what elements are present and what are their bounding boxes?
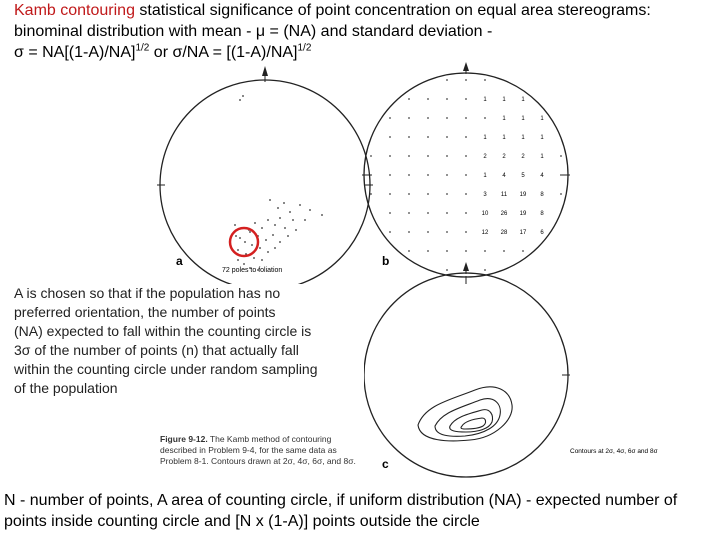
grid-count: 10	[481, 211, 489, 217]
grid-count: 5	[521, 173, 525, 179]
grid-count: 1	[521, 97, 525, 103]
grid-dot	[370, 193, 372, 195]
grid-dot	[427, 155, 429, 157]
grid-dot	[427, 174, 429, 176]
grid-count: 4	[502, 173, 506, 179]
grid-count: 2	[521, 154, 525, 160]
grid-dot	[408, 174, 410, 176]
grid-dot	[389, 155, 391, 157]
grid-dot	[465, 98, 467, 100]
grid-dot	[446, 155, 448, 157]
grid-dot	[408, 117, 410, 119]
grid-dot	[446, 193, 448, 195]
grid-count: 4	[540, 173, 544, 179]
grid-count: 1	[540, 154, 544, 160]
grid-dot	[484, 269, 486, 271]
grid-dot	[465, 79, 467, 81]
grid-dot	[370, 174, 372, 176]
grid-dot	[408, 98, 410, 100]
grid-dot	[465, 174, 467, 176]
grid-dot	[465, 193, 467, 195]
grid-dot	[389, 136, 391, 138]
grid-dot	[446, 231, 448, 233]
grid-dot	[389, 117, 391, 119]
grid-dot	[408, 155, 410, 157]
grid-dot	[446, 174, 448, 176]
pole-points	[229, 95, 323, 271]
sigma-symbol: σ	[14, 44, 24, 61]
grid-count: 11	[500, 192, 508, 198]
grid-dot	[427, 212, 429, 214]
grid-count: 8	[540, 211, 544, 217]
grid-dot	[427, 98, 429, 100]
grid-dot	[522, 250, 524, 252]
grid-dot	[484, 250, 486, 252]
grid-dot	[408, 136, 410, 138]
kamb-term: Kamb contouring	[14, 2, 135, 19]
contours-label: Contours at 2σ, 4σ, 6σ and 8σ	[570, 448, 658, 455]
grid-dot	[389, 174, 391, 176]
grid-dot	[446, 212, 448, 214]
stereonet-b	[362, 62, 570, 284]
grid-dot	[465, 250, 467, 252]
grid-count: 19	[519, 192, 527, 198]
label-b: b	[382, 254, 390, 268]
grid-dot	[465, 231, 467, 233]
grid-count: 8	[540, 192, 544, 198]
grid-count: 1	[521, 135, 525, 141]
slide-title: Kamb contouring statistical significance of point concentration on equal area stereograms: binominal distribution with mean - μ = (NA) and standard deviation - $\sigma = NA[(1-A)/NA]^{1/2}$ or $\sigma/NA = [(1-A)/NA]^{1/2}$	[14, 2, 651, 61]
grid-count: 2	[502, 154, 506, 160]
grid-dot	[560, 193, 562, 195]
grid-dot	[446, 269, 448, 271]
grid-count: 3	[483, 192, 487, 198]
grid-count: 1	[502, 97, 506, 103]
grid-dot	[465, 117, 467, 119]
grid-dot	[389, 193, 391, 195]
grid-dot	[408, 231, 410, 233]
grid-dot	[446, 79, 448, 81]
grid-count: 12	[481, 230, 489, 236]
grid-dot	[427, 136, 429, 138]
kamb-explanation: A is chosen so that if the population has no preferred orientation, the number of points (NA) expected to fall within the counting circle is 3σ of the number of points (n) that actually fall within the counting circle under random sampling of the population	[14, 284, 364, 398]
grid-dot	[427, 231, 429, 233]
grid-count: 1	[502, 135, 506, 141]
grid-count: 17	[519, 230, 527, 236]
grid-dot	[503, 250, 505, 252]
mu-symbol: μ	[255, 23, 266, 40]
grid-dot	[560, 174, 562, 176]
poles-label: 72 poles to foliation	[222, 267, 283, 274]
contour-2	[418, 387, 512, 441]
grid-dot	[446, 250, 448, 252]
grid-dot	[446, 136, 448, 138]
grid-count: 19	[519, 211, 527, 217]
grid-count: 1	[540, 116, 544, 122]
grid-count: 1	[502, 116, 506, 122]
grid-dot	[389, 231, 391, 233]
stereonet-a	[157, 66, 373, 296]
contour-4	[435, 399, 500, 437]
contour-8	[461, 418, 486, 429]
grid-dot	[427, 117, 429, 119]
grid-dot	[408, 212, 410, 214]
grid-dot	[446, 117, 448, 119]
grid-dot	[465, 155, 467, 157]
grid-dot	[465, 212, 467, 214]
grid-dot	[370, 155, 372, 157]
grid-count: 28	[500, 230, 508, 236]
grid-count: 1	[521, 116, 525, 122]
counting-circle-highlight	[230, 228, 258, 256]
grid-dot	[465, 136, 467, 138]
label-c: c	[382, 457, 389, 471]
grid-count: 26	[500, 211, 508, 217]
grid-dot	[560, 155, 562, 157]
grid-count: 2	[483, 154, 487, 160]
figure-caption: Figure 9-12. The Kamb method of contouring described in Problem 9-4, for the same data as Problem 8-1. Contours drawn at 2σ, 4σ, 6σ, and 8σ.	[160, 434, 356, 466]
grid-dot	[427, 193, 429, 195]
grid-dot	[427, 250, 429, 252]
stereonet-c	[364, 262, 658, 477]
grid-count: 1	[483, 173, 487, 179]
grid-dot	[408, 250, 410, 252]
label-a: a	[176, 254, 183, 268]
grid-dot	[484, 117, 486, 119]
grid-count: 1	[483, 97, 487, 103]
grid-count: 1	[540, 135, 544, 141]
grid-dot	[484, 79, 486, 81]
count-grid	[370, 79, 562, 271]
grid-count: 1	[483, 135, 487, 141]
footer-text: N - number of points, A area of counting circle, if uniform distribution (NA) - expected number of points inside counting circle and [N x (1-A)] points outside the circle	[4, 492, 678, 530]
grid-dot	[389, 212, 391, 214]
grid-dot	[446, 98, 448, 100]
kamb-figure	[150, 60, 720, 480]
grid-count: 6	[540, 230, 544, 236]
grid-dot	[408, 193, 410, 195]
